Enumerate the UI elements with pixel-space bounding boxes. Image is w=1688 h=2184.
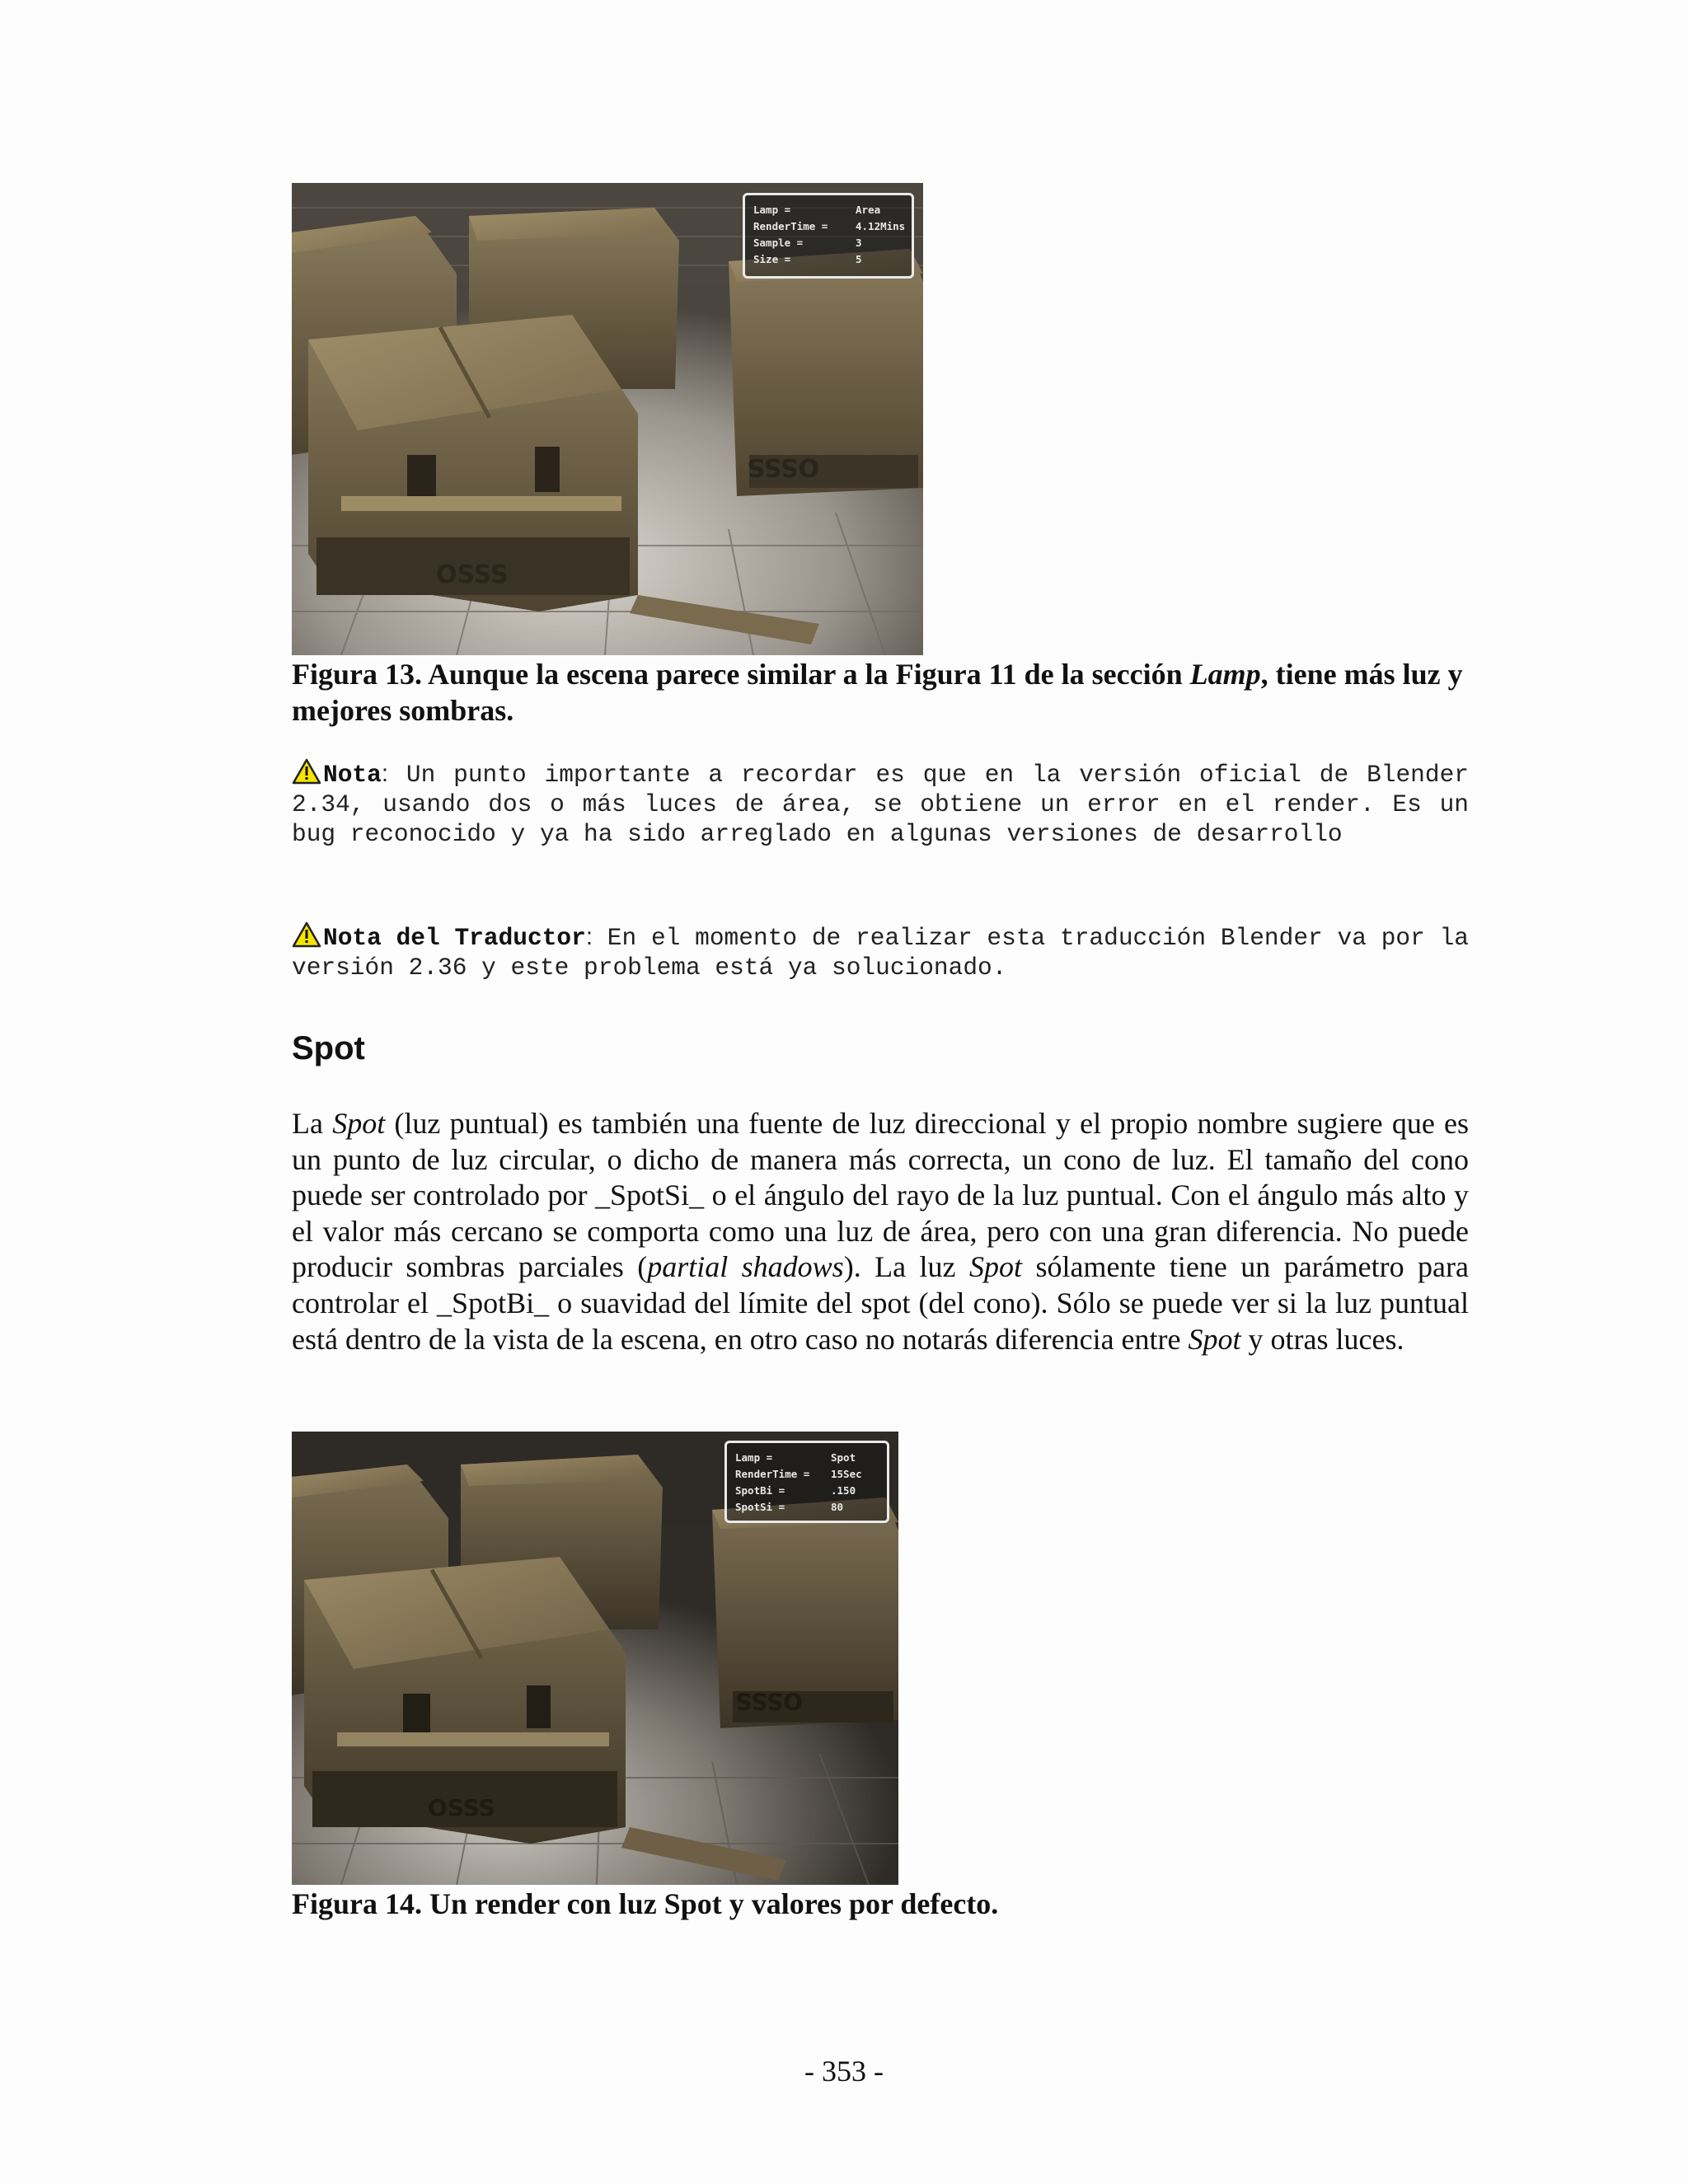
info-row-spotbi: SpotBi = .150 [735, 1484, 856, 1497]
paragraph-text: y otras luces. [1240, 1322, 1404, 1356]
info-row-rendertime: RenderTime = 15Sec [735, 1468, 862, 1480]
warning-icon [292, 921, 321, 948]
crate-stencil: OSSS [747, 452, 819, 481]
paragraph-text: (luz puntual) es también una fuente de luz direccional y el propio nombre sugiere que es un punto de luz circular, o dicho de manera más correcta, un cono de luz. El tamaño del cono puede ser controlado por _SpotSi_ o el ángulo del rayo de la luz puntual. Con el ángulo más alto y el valor más cercano se comporta como una luz de área, pero con una gran diferencia. No puede producir sombras parciales ( [292, 1107, 1470, 1284]
italic-term: Spot [968, 1250, 1022, 1284]
info-row-sample: Sample = 3 [753, 237, 862, 249]
info-row-lamp: Lamp = Spot [735, 1451, 856, 1464]
figure-14-caption: Figura 14. Un render con luz Spot y valores por defecto. [292, 1887, 999, 1920]
italic-term: Spot [1188, 1322, 1241, 1356]
figure-14-render [292, 1432, 898, 1885]
info-row-lamp: Lamp = Area [753, 204, 881, 216]
render-info-box [724, 1441, 889, 1523]
italic-term: Spot [332, 1107, 386, 1140]
info-row-spotsi: SpotSi = 80 [735, 1501, 844, 1513]
body-paragraph [292, 1106, 1469, 1357]
italic-term: partial shadows [647, 1250, 844, 1284]
figure-13-render [292, 183, 923, 655]
paragraph-text: La [292, 1107, 333, 1140]
section-heading: Spot [292, 1030, 365, 1066]
info-row-rendertime: RenderTime = 4.12Mins [753, 220, 906, 232]
page-number: - 353 - [804, 2055, 884, 2088]
crate-stencil: OSSS [436, 560, 509, 589]
translator-note-paragraph: Nota del Traductor: En el momento de realizar esta traducción Blender va por la versión 2.36 y este problema está ya solucionado. [292, 923, 1469, 982]
crate-stencil: OSSS [428, 1794, 495, 1821]
paragraph-text: sólamente tiene un parámetro para controlar el _SpotBi_ o suavidad del límite del spot (del cono). Sólo se puede ver si la luz puntual está dentro de la vista de la escena, en otro caso no notarás diferencia entre [292, 1250, 1470, 1356]
crate-stencil: OSSS [735, 1688, 803, 1715]
figure-13-caption: Figura 13. Aunque la escena parece similar a la Figura 11 de la sección Lamp, tiene más luz y mejores sombras. [292, 658, 1463, 727]
note-paragraph: Nota: Un punto importante a recordar es que en la versión oficial de Blender 2.34, usando dos o más luces de área, se obtiene un error en el render. Es un bug reconocido y ya ha sido arreglado en algunas versiones de desarrollo [292, 760, 1469, 848]
info-row-size: Size = 5 [753, 253, 862, 265]
paragraph-text: ). La luz [843, 1250, 969, 1284]
warning-icon [292, 758, 321, 785]
render-info-box [743, 193, 914, 279]
